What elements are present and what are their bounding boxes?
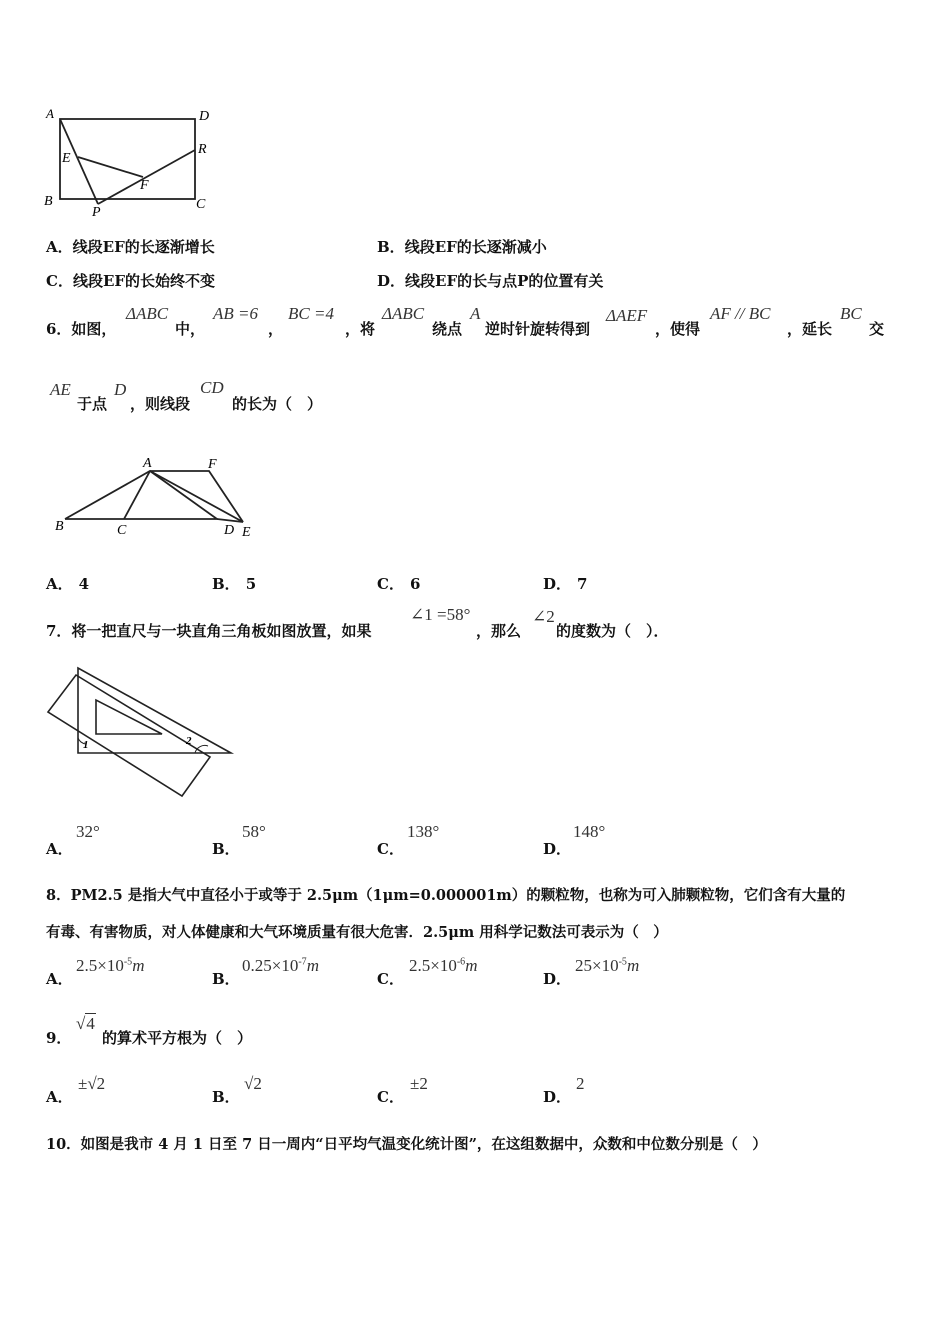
figure-q5-rectangle <box>40 100 220 220</box>
q6-text: 交 <box>869 320 885 338</box>
q6-text: ， <box>268 320 284 338</box>
option-letter: D． <box>543 1088 572 1106</box>
label-D: D <box>199 109 210 124</box>
label-angle-1: 1 <box>83 739 89 751</box>
option-unit: m <box>306 956 319 975</box>
q6-option-d[interactable] <box>543 573 587 594</box>
q6-math: ΔABC <box>382 304 425 323</box>
option-value: 5 <box>245 575 257 593</box>
q8-stem-line2: 有毒、有害物质，对人体健康和大气环境质量有很大危害．2.5μm 用科学记数法可表示为（ ） <box>46 924 668 941</box>
q6-math: AB =6 <box>213 304 258 323</box>
option-unit: m <box>626 956 640 975</box>
q6-option-a[interactable] <box>46 573 89 594</box>
q5-option-b[interactable] <box>377 236 547 257</box>
q7-text: 的度数为（ ）． <box>556 622 669 640</box>
option-value: 2 <box>576 1074 585 1093</box>
q6-math: BC <box>840 304 862 323</box>
q7-math: ∠1 =58° <box>410 605 471 624</box>
label-E: E <box>62 151 71 166</box>
label-A: A <box>143 456 152 471</box>
figure-q7-ruler-triangle <box>40 660 240 805</box>
option-letter: C． <box>377 575 404 593</box>
q6-option-c[interactable] <box>377 573 420 594</box>
q7-math: ∠2 <box>532 607 555 626</box>
q6-math: A <box>470 304 481 323</box>
option-value: 138° <box>407 822 440 841</box>
option-letter: A． <box>46 238 73 256</box>
label-E: E <box>242 525 251 540</box>
option-letter: C． <box>377 840 404 858</box>
option-letter: C． <box>377 1088 404 1106</box>
q6-text: ，使得 <box>655 320 701 338</box>
option-text: 线段EF的长逐渐减小 <box>404 238 547 256</box>
option-value: 4 <box>78 575 90 593</box>
option-letter: B． <box>377 238 405 256</box>
q6-text: ，则线段 <box>130 395 191 413</box>
option-unit: m <box>465 956 478 975</box>
label-A: A <box>46 106 54 121</box>
option-exponent: -5 <box>123 956 133 968</box>
q6-text: 的长为（ ） <box>232 395 323 413</box>
option-base: 0.25×10 <box>242 956 299 975</box>
option-letter: B． <box>212 970 240 988</box>
label-P: P <box>92 205 101 220</box>
label-C: C <box>117 523 127 538</box>
option-value: 7 <box>577 575 588 593</box>
q9-number: 9． <box>46 1029 72 1047</box>
q6-math: BC =4 <box>288 304 334 323</box>
q9-radicand: 4 <box>86 1014 95 1033</box>
q6-math: ΔABC <box>126 304 169 323</box>
label-C: C <box>196 197 206 212</box>
q6-text: 6．如图， <box>46 320 117 338</box>
option-text: 线段EF的长始终不变 <box>72 272 216 290</box>
option-letter: D． <box>543 840 572 858</box>
option-base: 25×10 <box>575 956 619 975</box>
label-F: F <box>208 457 217 472</box>
option-value: 6 <box>409 575 421 593</box>
label-R: R <box>198 142 207 157</box>
option-exponent: -7 <box>298 956 307 968</box>
q10-stem: 10．如图是我市 4 月 1 日至 7 日一周内“日平均气温变化统计图”，在这组数据中，众数和中位数分别是（ ） <box>46 1136 767 1153</box>
label-F: F <box>140 178 149 193</box>
option-unit: m <box>132 956 145 975</box>
option-letter: A． <box>46 575 73 593</box>
option-letter: C． <box>377 970 404 988</box>
q5-option-d[interactable] <box>377 270 603 291</box>
q5-option-a[interactable] <box>46 236 215 257</box>
option-letter: D． <box>377 272 406 290</box>
option-letter: D． <box>543 970 572 988</box>
q6-math: D <box>114 380 127 399</box>
q7-text: 7．将一把直尺与一块直角三角板如图放置，如果 <box>46 622 372 640</box>
option-value: √2 <box>244 1074 262 1093</box>
option-value: 32° <box>76 822 100 841</box>
q7-text: ，那么 <box>476 622 522 640</box>
q6-text: 绕点 <box>432 320 463 338</box>
q8-stem-line1: 8．PM2.5 是指大气中直径小于或等于 2.5μm（1μm=0.000001m）的颗粒物，也称为可入肺颗粒物，它们含有大量的 <box>46 887 846 904</box>
q6-math: CD <box>200 378 224 397</box>
q9-sqrt: √4 <box>76 1014 95 1033</box>
q6-text: ，将 <box>345 320 376 338</box>
option-exponent: -6 <box>456 956 466 968</box>
q6-text: 逆时针旋转得到 <box>485 320 591 338</box>
label-B: B <box>44 194 53 209</box>
q6-text: 中， <box>175 320 206 338</box>
option-value: ±2 <box>410 1074 428 1093</box>
option-letter: D． <box>543 575 572 593</box>
option-letter: B． <box>212 840 240 858</box>
option-letter: B． <box>212 1088 240 1106</box>
option-text: 线段EF的长逐渐增长 <box>72 238 215 256</box>
option-letter: B． <box>212 575 240 593</box>
option-exponent: -5 <box>618 956 627 968</box>
q5-option-c[interactable] <box>46 270 215 291</box>
q6-math: ΔAEF <box>606 306 648 325</box>
label-angle-2: 2 <box>186 735 192 747</box>
q6-text: ，延长 <box>787 320 833 338</box>
option-base: 2.5×10 <box>409 956 457 975</box>
label-B: B <box>55 519 64 534</box>
option-letter: A． <box>46 840 73 858</box>
option-value: 58° <box>242 822 266 841</box>
option-text: 线段EF的长与点P的位置有关 <box>405 272 604 290</box>
q9-text: 的算术平方根为（ ） <box>102 1029 253 1047</box>
option-value: ±√2 <box>78 1074 106 1093</box>
option-letter: A． <box>46 1088 73 1106</box>
q6-math: AF // BC <box>710 304 771 323</box>
option-value: 148° <box>573 822 606 841</box>
figure-q6-triangles <box>45 450 265 545</box>
q6-option-b[interactable] <box>212 573 256 594</box>
option-letter: C． <box>46 272 73 290</box>
q6-math: AE <box>50 380 71 399</box>
option-letter: A． <box>46 970 73 988</box>
label-D: D <box>224 523 235 538</box>
q6-text: 于点 <box>77 395 108 413</box>
option-base: 2.5×10 <box>76 956 124 975</box>
